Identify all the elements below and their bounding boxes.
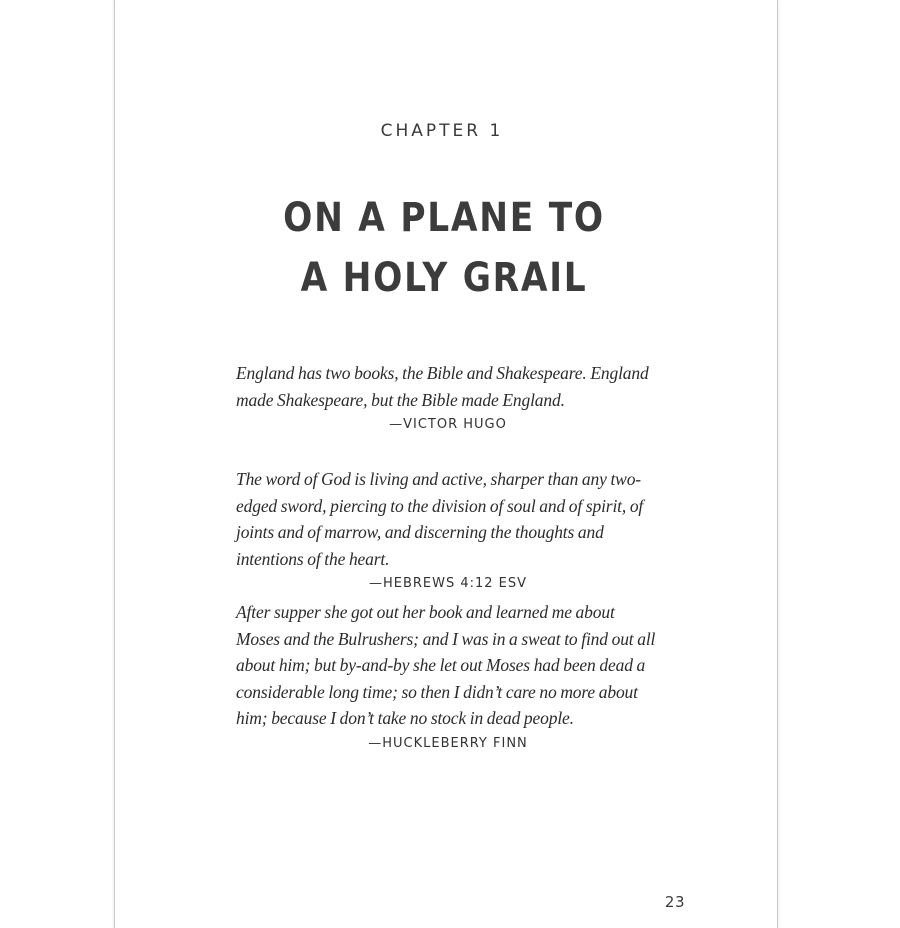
book-page — [114, 0, 778, 928]
epigraph-quote: The word of God is living and active, sharper than any two-edged sword, piercing to the division of soul and of spirit, of joints and of marrow, and discerning the thoughts and intentions of the heart. — [236, 469, 644, 569]
epigraph-attribution: —HUCKLEBERRY FINN — [368, 735, 528, 751]
epigraph-attribution: —VICTOR HUGO — [389, 417, 507, 432]
epigraph-hebrews — [236, 466, 660, 591]
chapter-title-line-2: A HOLY GRAIL — [300, 255, 588, 301]
epigraph-attribution: —HEBREWS 4:12 ESV — [368, 576, 528, 591]
epigraph-quote: After supper she got out her book and learned me about Moses and the Bulrushers; and I was in a sweat to find out all about him; but by-and-by she let out Moses had been dead a considerable long time; so then I didn’t care no more about him; because I don’t take no stock in dead people. — [236, 602, 656, 728]
epigraph-victor-hugo — [236, 360, 660, 432]
chapter-title — [159, 188, 728, 308]
epigraph-huckleberry-finn — [236, 599, 660, 751]
chapter-label: CHAPTER 1 — [380, 121, 504, 141]
epigraph-quote: England has two books, the Bible and Shakespeare. England made Shakespeare, but the Bible made England. — [236, 363, 649, 410]
page-number: 23 — [664, 893, 685, 911]
chapter-title-line-1: ON A PLANE TO — [283, 195, 605, 241]
